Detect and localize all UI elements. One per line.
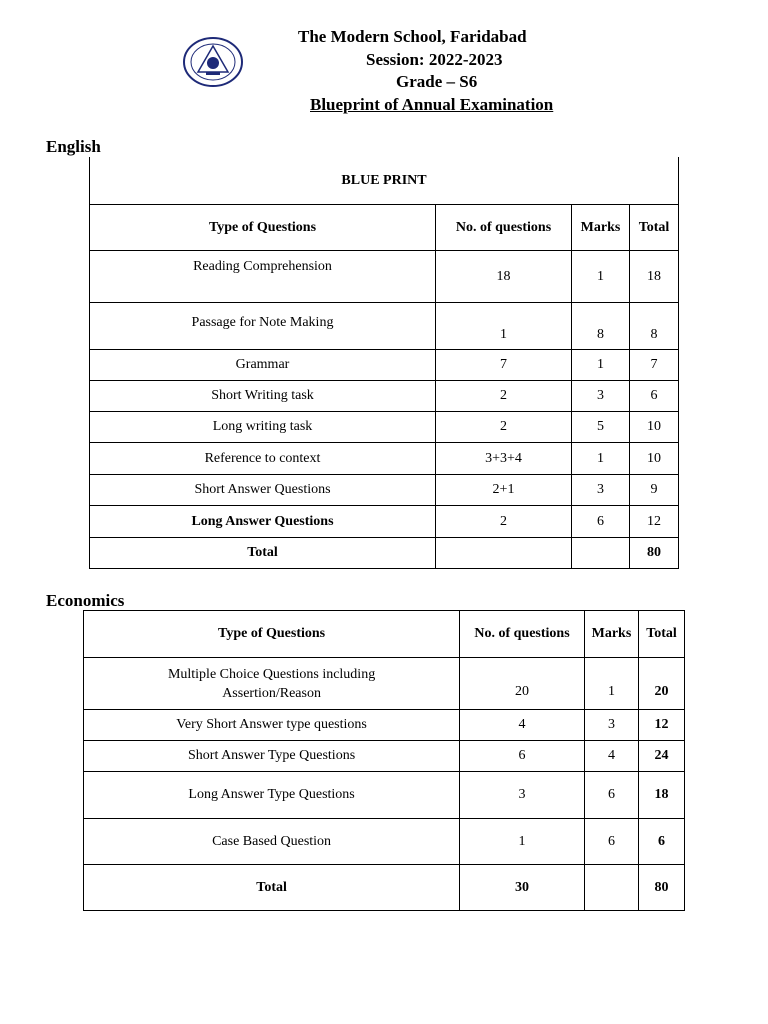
table-row	[90, 475, 679, 506]
question-marks: 6	[584, 772, 638, 819]
table-row	[90, 350, 679, 381]
question-count: 4	[460, 710, 585, 741]
table-row	[90, 251, 679, 303]
total-count	[436, 538, 572, 569]
question-marks: 6	[572, 506, 630, 538]
question-count: 2	[436, 381, 572, 412]
column-header: No. of questions	[460, 611, 585, 658]
question-total: 6	[639, 819, 685, 865]
blueprint-title: BLUE PRINT	[90, 157, 679, 205]
table-title-row	[90, 157, 679, 205]
question-count: 3	[460, 772, 585, 819]
question-type: Very Short Answer type questions	[84, 710, 460, 741]
question-type: Grammar	[90, 350, 436, 381]
question-marks: 3	[572, 475, 630, 506]
question-count: 1	[436, 303, 572, 350]
column-header: No. of questions	[436, 205, 572, 251]
total-label: Total	[90, 538, 436, 569]
question-marks: 1	[584, 658, 638, 710]
question-count: 20	[460, 658, 585, 710]
question-marks: 1	[572, 443, 630, 475]
question-marks: 3	[584, 710, 638, 741]
question-total: 18	[639, 772, 685, 819]
question-type: Short Answer Type Questions	[84, 741, 460, 772]
question-marks: 3	[572, 381, 630, 412]
question-count: 1	[460, 819, 585, 865]
question-marks: 8	[572, 303, 630, 350]
table-row	[90, 506, 679, 538]
english-blueprint-table	[89, 157, 679, 569]
question-marks: 1	[572, 251, 630, 303]
question-total: 10	[630, 443, 679, 475]
question-count: 2+1	[436, 475, 572, 506]
column-header: Total	[630, 205, 679, 251]
question-count: 18	[436, 251, 572, 303]
table-row	[90, 412, 679, 443]
question-type: Reading Comprehension	[90, 251, 436, 303]
table-header-row	[90, 205, 679, 251]
total-marks	[572, 538, 630, 569]
question-total: 9	[630, 475, 679, 506]
total-value: 80	[639, 865, 685, 911]
question-type: Long Answer Type Questions	[84, 772, 460, 819]
question-count: 6	[460, 741, 585, 772]
economics-blueprint-table	[83, 610, 685, 911]
total-value: 80	[630, 538, 679, 569]
total-label: Total	[84, 865, 460, 911]
question-marks: 5	[572, 412, 630, 443]
question-total: 7	[630, 350, 679, 381]
question-marks: 4	[584, 741, 638, 772]
session-label: Session: 2022-2023	[366, 50, 503, 69]
question-type: Short Writing task	[90, 381, 436, 412]
table-row	[84, 658, 685, 710]
column-header: Marks	[572, 205, 630, 251]
question-count: 3+3+4	[436, 443, 572, 475]
school-name: The Modern School, Faridabad	[298, 27, 527, 46]
table-row	[84, 741, 685, 772]
grade-label: Grade – S6	[396, 72, 478, 91]
question-total: 12	[630, 506, 679, 538]
question-total: 8	[630, 303, 679, 350]
table-row	[90, 381, 679, 412]
question-type: Case Based Question	[84, 819, 460, 865]
question-total: 6	[630, 381, 679, 412]
table-row	[90, 303, 679, 350]
total-marks	[584, 865, 638, 911]
column-header: Type of Questions	[84, 611, 460, 658]
question-type: Passage for Note Making	[90, 303, 436, 350]
column-header: Type of Questions	[90, 205, 436, 251]
question-type: Reference to context	[90, 443, 436, 475]
question-type: Long writing task	[90, 412, 436, 443]
school-emblem-icon	[182, 36, 244, 88]
question-total: 18	[630, 251, 679, 303]
question-type: Multiple Choice Questions including Assertion/Reason	[84, 658, 460, 710]
question-type: Short Answer Questions	[90, 475, 436, 506]
question-marks: 1	[572, 350, 630, 381]
document-title: Blueprint of Annual Examination	[310, 95, 554, 114]
table-row	[90, 443, 679, 475]
column-header: Marks	[584, 611, 638, 658]
question-marks: 6	[584, 819, 638, 865]
table-row	[84, 819, 685, 865]
question-count: 2	[436, 412, 572, 443]
subject-economics-heading: Economics	[46, 591, 125, 610]
question-total: 24	[639, 741, 685, 772]
total-row	[84, 865, 685, 911]
question-total: 12	[639, 710, 685, 741]
table-header-row	[84, 611, 685, 658]
subject-english-heading: English	[46, 137, 101, 156]
question-total: 20	[639, 658, 685, 710]
table-row	[84, 710, 685, 741]
total-row	[90, 538, 679, 569]
question-total: 10	[630, 412, 679, 443]
question-count: 2	[436, 506, 572, 538]
total-count: 30	[460, 865, 585, 911]
column-header: Total	[639, 611, 685, 658]
question-count: 7	[436, 350, 572, 381]
question-type: Long Answer Questions	[90, 506, 436, 538]
table-row	[84, 772, 685, 819]
